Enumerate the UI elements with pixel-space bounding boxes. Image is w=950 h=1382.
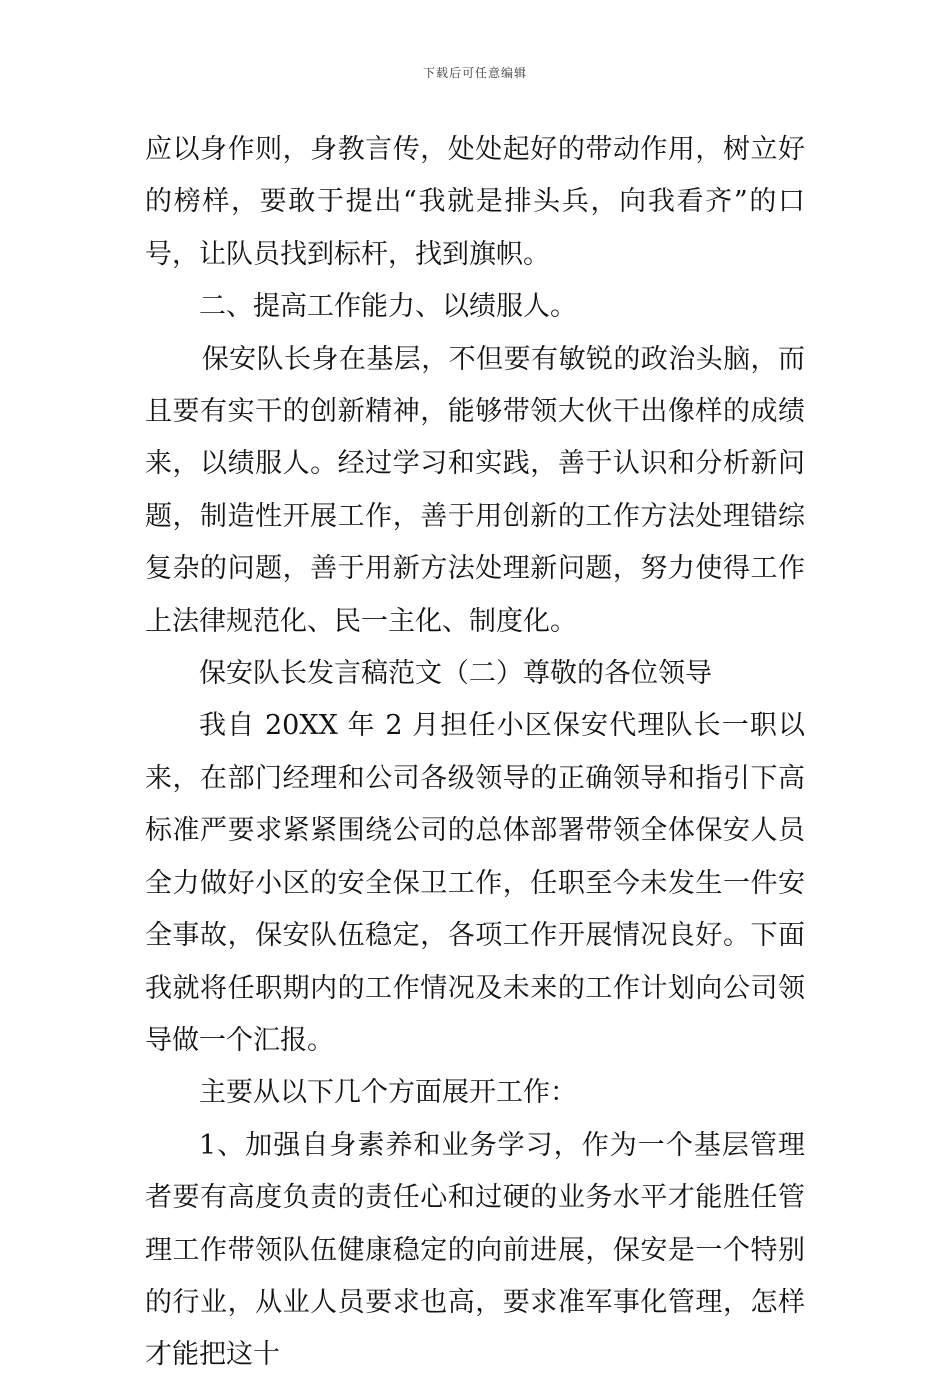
paragraph-3: 保安队长身在基层，不但要有敏锐的政治头脑，而且要有实干的创新精神，能够带领大伙干出像样的成绩来，以绩服人。经过学习和实践，善于认识和分析新问题，制造性开展工作，善于用创新的工作方法处理错综复杂的问题，善于用新方法处理新问题，努力使得工作上法律规范化、民一主化、制度化。: [145, 343, 805, 637]
header-note: 下载后可任意编辑: [422, 66, 527, 80]
paragraph-6: 主要从以下几个方面展开工作：: [199, 1077, 577, 1109]
paragraph-5: 我自 20XX 年 2 月担任小区保安代理队长一职以来，在部门经理和公司各级领导的正确领导和指引下高标准严要求紧紧围绕公司的总体部署带领全体保安人员全力做好小区的安全保卫工作，任职至今未发生一件安全事故，保安队伍稳定，各项工作开展情况良好。下面我就将任职期内的工作情况及未来的工作计划向公司领导做一个汇报。: [145, 710, 805, 1056]
paragraph-1: 应以身作则，身教言传，处处起好的带动作用，树立好的榜样，要敢于提出“我就是排头兵，向我看齐”的口号，让队员找到标杆，找到旗帜。: [145, 134, 805, 270]
speech-title: 保安队长发言稿范文（二）尊敬的各位领导: [199, 658, 712, 690]
document-body: [145, 124, 805, 1382]
paragraph-7: 1、加强自身素养和业务学习，作为一个基层管理者要有高度负责的责任心和过硬的业务水平才能胜任管理工作带领队伍健康稳定的向前进展，保安是一个特别的行业，从业人员要求也高，要求准军事化管理，怎样才能把这十: [145, 1129, 805, 1371]
section-heading-2: 二、提高工作能力、以绩服人。: [199, 291, 577, 323]
